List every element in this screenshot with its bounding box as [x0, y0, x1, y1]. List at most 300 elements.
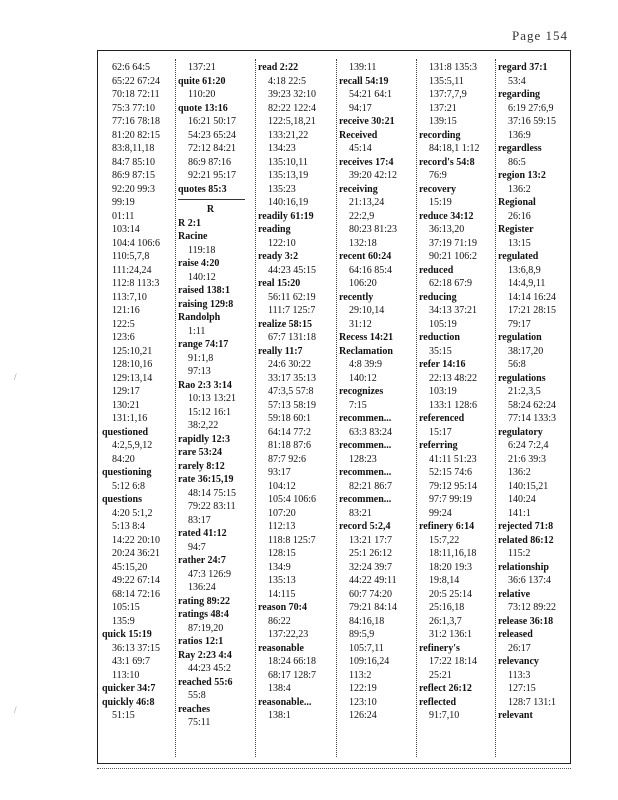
index-entry: Reclamation	[339, 345, 393, 357]
index-reference: 115:2	[508, 548, 531, 559]
index-reference: 47:3 126:9	[188, 568, 232, 580]
index-reference: 21:2,3,5	[508, 386, 541, 397]
index-reference: 84:20	[112, 453, 135, 465]
index-reference: 44:23 45:2	[188, 663, 232, 674]
index-reference: 51:15	[112, 710, 135, 721]
index-reference: 97:13	[188, 366, 211, 377]
index-reference: 137:21	[188, 62, 216, 73]
index-reference: 90:21 106:2	[429, 251, 478, 262]
column-divider	[495, 59, 496, 757]
column-divider	[175, 59, 176, 757]
index-reference: 126:24	[349, 710, 377, 721]
index-entry: relevant	[498, 710, 533, 721]
index-reference: 103:19	[429, 386, 457, 397]
index-reference: 133:1 128:6	[429, 399, 478, 411]
index-entry: rapidly 12:3	[178, 433, 230, 445]
index-entry: rated 41:12	[178, 528, 227, 539]
index-reference: 141:1	[508, 507, 531, 519]
index-reference: 59:18 60:1	[268, 413, 312, 424]
index-reference: 129:17	[112, 386, 140, 397]
index-reference: 01:11	[112, 210, 135, 222]
index-entry: questions	[102, 494, 143, 505]
index-reference: 10:13 13:21	[188, 393, 237, 404]
index-entry: regarding	[498, 89, 541, 100]
index-reference: 91:1,8	[188, 352, 214, 364]
margin-mark: /	[14, 372, 17, 382]
index-reference: 21:13,24	[349, 197, 385, 208]
index-reference: 86:22	[268, 615, 291, 627]
index-entry: related 86:12	[498, 534, 554, 546]
index-reference: 135:10,11	[268, 156, 308, 168]
index-reference: 82:21 86:7	[349, 480, 393, 492]
index-reference: 134:9	[268, 561, 291, 573]
index-reference: 138:1	[268, 710, 291, 721]
index-entry: receives 17:4	[339, 156, 394, 168]
index-entry: quick 15:19	[102, 629, 152, 640]
index-reference: 136:24	[188, 582, 216, 593]
index-reference: 138:4	[268, 683, 291, 694]
index-entry: reasonable	[258, 642, 304, 654]
index-entry: rarely 8:12	[178, 460, 225, 472]
index-entry: readily 61:19	[258, 210, 314, 222]
index-reference: 17:22 18:14	[429, 656, 478, 667]
index-entry: ratios 12:1	[178, 636, 224, 647]
index-entry: refinery's	[419, 642, 460, 654]
index-reference: 127:15	[508, 683, 536, 694]
index-reference: 105:7,11	[349, 642, 384, 654]
index-reference: 91:7,10	[429, 710, 460, 721]
index-entry: regulated	[498, 251, 539, 262]
index-reference: 53:4	[508, 75, 526, 87]
index-reference: 113:7,10	[112, 291, 147, 303]
index-reference: 111:24,24	[112, 264, 152, 276]
index-reference: 79:22 83:11	[188, 501, 236, 512]
index-reference: 20:5 25:14	[429, 588, 473, 600]
index-reference: 25:1 26:12	[349, 548, 393, 559]
index-entry: questioned	[102, 426, 149, 438]
index-reference: 67:7 131:18	[268, 332, 317, 343]
index-reference: 43:1 69:7	[112, 656, 151, 667]
index-entry: quotes 85:3	[178, 183, 227, 195]
index-entry: receiving	[339, 183, 378, 195]
index-reference: 38:2,22	[188, 420, 219, 431]
index-reference: 14:22 20:10	[112, 534, 161, 546]
index-reference: 41:11 51:23	[429, 453, 477, 465]
index-reference: 87:19,20	[188, 622, 224, 634]
index-entry: regulations	[498, 372, 546, 384]
index-reference: 37:19 71:19	[429, 237, 478, 249]
index-reference: 94:7	[188, 541, 206, 553]
index-entry: quite 61:20	[178, 75, 226, 87]
index-reference: 137:7,7,9	[429, 89, 467, 100]
index-entry: quicker 34:7	[102, 683, 156, 694]
index-entry: rate 36:15,19	[178, 474, 234, 485]
index-entry: really 11:7	[258, 345, 303, 357]
index-entry: raised 138:1	[178, 285, 230, 296]
index-reference: 49:22 67:14	[112, 575, 161, 586]
index-reference: 99:24	[429, 507, 452, 519]
index-reference: 133:21,22	[268, 129, 309, 141]
index-reference: 56:11 62:19	[268, 291, 316, 303]
index-entry: read 2:22	[258, 62, 299, 73]
index-reference: 75:11	[188, 717, 211, 728]
index-reference: 7:15	[349, 399, 367, 411]
index-reference: 135:23	[268, 183, 296, 195]
index-entry: regulation	[498, 332, 542, 343]
index-reference: 140:12	[349, 372, 377, 384]
index-reference: 84:16,18	[349, 615, 385, 627]
index-entry: Register	[498, 224, 534, 235]
index-reference: 84:18,1 1:12	[429, 143, 480, 154]
index-entry: Received	[339, 129, 378, 141]
index-entry: released	[498, 629, 533, 640]
index-reference: 83:21	[349, 507, 372, 519]
index-reference: 18:11,16,18	[429, 548, 477, 559]
index-reference: 97:7 99:19	[429, 494, 473, 505]
index-reference: 118:8 125:7	[268, 534, 316, 546]
index-reference: 37:16 59:15	[508, 116, 557, 127]
index-reference: 36:6 137:4	[508, 575, 552, 586]
index-reference: 135:13	[268, 575, 296, 586]
index-reference: 83:17	[188, 514, 211, 526]
index-entry: refer 14:16	[419, 359, 466, 370]
index-entry: regardless	[498, 143, 542, 154]
index-reference: 92:20 99:3	[112, 183, 156, 195]
index-reference: 109:16,24	[349, 656, 390, 667]
index-reference: 76:9	[429, 170, 447, 181]
index-entry: record's 54:8	[419, 156, 475, 168]
index-reference: 137:22,23	[268, 629, 309, 640]
index-reference: 129:13,14	[112, 372, 153, 384]
index-entry: raising 129:8	[178, 298, 234, 310]
index-reference: 22:2,9	[349, 210, 375, 222]
index-entry: recommen...	[339, 467, 392, 478]
index-entry: recommen...	[339, 494, 392, 505]
index-entry: quote 13:16	[178, 102, 228, 114]
index-reference: 38:17,20	[508, 345, 544, 357]
index-reference: 34:13 37:21	[429, 305, 478, 316]
index-reference: 13:6,8,9	[508, 264, 541, 276]
index-reference: 81:18 87:6	[268, 440, 312, 451]
index-reference: 21:6 39:3	[508, 453, 547, 465]
index-reference: 113:3	[508, 669, 531, 681]
index-entry: Rao 2:3 3:14	[178, 379, 232, 391]
column-divider	[336, 59, 337, 757]
index-reference: 62:18 67:9	[429, 278, 473, 289]
index-entry: recall 54:19	[339, 75, 389, 87]
column-divider	[255, 59, 256, 757]
index-reference: 121:16	[112, 305, 140, 316]
index-reference: 77:14 133:3	[508, 413, 557, 424]
index-entry: receive 30:21	[339, 116, 395, 127]
index-reference: 65:22 67:24	[112, 75, 161, 87]
index-reference: 45:14	[349, 143, 372, 154]
index-reference: 6:19 27:6,9	[508, 102, 554, 114]
index-reference: 79:12 95:14	[429, 480, 478, 492]
index-reference: 63:3 83:24	[349, 426, 393, 438]
index-reference: 15:12 16:1	[188, 406, 232, 418]
index-reference: 104:12	[268, 480, 296, 492]
index-entry: questioning	[102, 467, 152, 478]
index-reference: 24:6 30:22	[268, 359, 312, 370]
index-entry: Randolph	[178, 312, 221, 323]
index-column-3	[258, 61, 334, 763]
index-entry: reducing	[419, 291, 457, 303]
index-reference: 134:23	[268, 143, 296, 154]
index-column-6	[498, 61, 570, 763]
index-entry: rating 89:22	[178, 595, 230, 607]
index-reference: 35:15	[429, 345, 452, 357]
index-reference: 22:13 48:22	[429, 372, 478, 384]
index-reference: 123:10	[349, 696, 377, 708]
index-reference: 39:20 42:12	[349, 170, 398, 181]
index-reference: 73:12 89:22	[508, 602, 557, 613]
index-reference: 47:3,5 57:8	[268, 386, 314, 397]
index-entry: ready 3:2	[258, 251, 299, 262]
index-entry: quickly 46:8	[102, 696, 155, 708]
index-reference: 44:22 49:11	[349, 575, 397, 586]
index-entry: relevancy	[498, 656, 539, 667]
index-reference: 125:10,21	[112, 345, 153, 357]
index-reference: 135:13,19	[268, 170, 309, 181]
index-reference: 56:8	[508, 359, 526, 370]
index-reference: 68:17 128:7	[268, 669, 317, 681]
index-reference: 86:5	[508, 156, 526, 168]
index-entry: recent 60:24	[339, 251, 392, 262]
index-reference: 64:14 77:2	[268, 426, 312, 438]
index-reference: 136:2	[508, 183, 531, 195]
index-entry: reduction	[419, 332, 460, 343]
index-reference: 113:10	[112, 669, 140, 681]
index-reference: 94:17	[349, 102, 372, 114]
index-reference: 93:17	[268, 467, 291, 478]
index-reference: 87:7 92:6	[268, 453, 307, 465]
column-divider	[416, 59, 417, 757]
index-entry: referring	[419, 440, 458, 451]
index-reference: 136:2	[508, 467, 531, 478]
index-reference: 25:21	[429, 669, 452, 681]
index-reference: 89:5,9	[349, 629, 375, 640]
index-reference: 112:8 113:3	[112, 278, 160, 289]
index-reference: 103:14	[112, 224, 140, 235]
index-reference: 32:24 39:7	[349, 561, 393, 573]
index-entry: Regional	[498, 197, 536, 208]
index-reference: 29:10,14	[349, 305, 385, 316]
index-entry: rejected 71:8	[498, 521, 554, 532]
index-reference: 55:8	[188, 690, 206, 701]
index-reference: 140:16,19	[268, 197, 309, 208]
index-entry: Recess 14:21	[339, 332, 394, 343]
index-reference: 84:7 85:10	[112, 156, 156, 168]
index-reference: 135:9	[112, 615, 135, 627]
index-reference: 64:16 85:4	[349, 264, 393, 276]
index-reference: 20:24 36:21	[112, 548, 161, 559]
index-column-5	[419, 61, 494, 763]
index-reference: 130:21	[112, 399, 140, 411]
index-entry: reasonable...	[258, 696, 312, 708]
index-entry: regulatory	[498, 426, 543, 438]
index-entry: reduced	[419, 264, 454, 276]
index-entry: recommen...	[339, 440, 392, 451]
index-reference: 44:23 45:15	[268, 264, 317, 276]
index-reference: 72:12 84:21	[188, 143, 237, 154]
index-reference: 122:5	[112, 318, 135, 330]
index-reference: 82:22 122:4	[268, 102, 317, 114]
index-column-4	[339, 61, 415, 763]
index-entry: rare 53:24	[178, 447, 222, 458]
index-reference: 15:7,22	[429, 534, 460, 546]
index-entry: region 13:2	[498, 170, 546, 181]
index-reference: 31:12	[349, 318, 372, 330]
index-entry: recommen...	[339, 413, 392, 424]
index-entry: rather 24:7	[178, 555, 226, 566]
index-reference: 16:21 50:17	[188, 116, 237, 127]
index-reference: 4:20 5:1,2	[112, 507, 153, 519]
index-reference: 81:20 82:15	[112, 129, 161, 141]
index-reference: 107:20	[268, 507, 296, 519]
index-reference: 79:17	[508, 318, 531, 330]
index-entry: reduce 34:12	[419, 210, 474, 222]
index-reference: 14:14 16:24	[508, 291, 557, 303]
index-reference: 48:14 75:15	[188, 487, 237, 499]
index-reference: 86:9 87:16	[188, 156, 232, 168]
index-reference: 5:13 8:4	[112, 521, 146, 532]
index-reference: 45:15,20	[112, 561, 148, 573]
index-reference: 86:9 87:15	[112, 170, 156, 181]
index-reference: 83:8,11,18	[112, 143, 155, 154]
index-reference: 105:19	[429, 318, 457, 330]
bottom-dotted-rule	[97, 768, 571, 769]
index-reference: 4:18 22:5	[268, 75, 307, 87]
index-entry: record 5:2,4	[339, 521, 391, 532]
index-reference: 1:11	[188, 325, 206, 337]
index-reference: 112:13	[268, 521, 296, 532]
index-entry: recognizes	[339, 386, 384, 397]
index-reference: 122:19	[349, 683, 377, 694]
index-reference: 106:20	[349, 278, 377, 289]
index-entry: reaches	[178, 703, 211, 715]
index-reference: 140:12	[188, 271, 216, 283]
index-reference: 128:7 131:1	[508, 696, 557, 708]
index-entry: recently	[339, 291, 374, 303]
index-reference: 139:11	[349, 62, 377, 73]
index-reference: 131:1,16	[112, 413, 148, 424]
index-entry: referenced	[419, 413, 465, 424]
index-entry: reason 70:4	[258, 602, 307, 613]
index-reference: 110:5,7,8	[112, 251, 150, 262]
index-reference: 110:20	[188, 89, 216, 100]
index-reference: 36:13 37:15	[112, 642, 161, 654]
index-entry: reflected	[419, 696, 457, 708]
index-entry: reached 55:6	[178, 676, 233, 688]
index-reference: 140:15,21	[508, 480, 549, 492]
margin-mark: /	[14, 705, 17, 715]
index-entry: refinery 6:14	[419, 521, 475, 532]
index-entry: range 74:17	[178, 339, 229, 350]
index-reference: 26:1,3,7	[429, 615, 462, 627]
index-reference: 80:23 81:23	[349, 224, 398, 235]
index-reference: 18:20 19:3	[429, 561, 473, 573]
index-entry: ratings 48:4	[178, 609, 229, 620]
index-reference: 113:2	[349, 669, 372, 681]
index-entry: relative	[498, 588, 531, 600]
index-reference: 128:10,16	[112, 359, 153, 370]
index-entry: Ray 2:23 4:4	[178, 649, 232, 661]
index-reference: 13:15	[508, 237, 531, 249]
index-reference: 14:4,9,11	[508, 278, 546, 289]
index-entry: release 36:18	[498, 615, 554, 627]
index-reference: 5:12 6:8	[112, 480, 146, 492]
index-reference: 128:15	[268, 548, 296, 559]
index-reference: 139:15	[429, 116, 457, 127]
index-reference: 26:16	[508, 210, 531, 222]
index-reference: 39:23 32:10	[268, 89, 317, 100]
index-entry: reading	[258, 224, 291, 235]
index-entry: relationship	[498, 561, 549, 573]
index-reference: 137:21	[429, 102, 457, 114]
index-reference: 128:23	[349, 453, 377, 465]
index-entry: recording	[419, 129, 461, 141]
index-reference: 57:13 58:19	[268, 399, 317, 411]
index-reference: 104:4 106:6	[112, 237, 161, 249]
index-reference: 92:21 95:17	[188, 170, 237, 181]
index-reference: 131:8 135:3	[429, 62, 478, 73]
index-reference: 6:24 7:2,4	[508, 440, 549, 451]
index-column-1	[102, 61, 172, 763]
index-reference: 79:21 84:14	[349, 602, 398, 613]
index-reference: 54:23 65:24	[188, 129, 237, 141]
page-label: Page 154	[511, 28, 568, 43]
index-entry: realize 58:15	[258, 318, 312, 330]
index-reference: 14:115	[268, 588, 296, 600]
index-reference: 54:21 64:1	[349, 89, 393, 100]
index-reference: 77:16 78:18	[112, 116, 161, 127]
index-reference: 19:8,14	[429, 575, 460, 586]
index-entry: R 2:1	[178, 217, 202, 229]
index-reference: 13:21 17:7	[349, 534, 393, 546]
index-reference: 31:2 136:1	[429, 629, 473, 640]
index-reference: 99:19	[112, 197, 135, 208]
section-letter: R	[206, 204, 215, 215]
index-entry: recovery	[419, 183, 457, 195]
index-reference: 58:24 62:24	[508, 399, 557, 411]
index-reference: 70:18 72:11	[112, 89, 160, 100]
index-reference: 111:7 125:7	[268, 305, 316, 316]
index-reference: 18:24 66:18	[268, 656, 317, 667]
index-entry: raise 4:20	[178, 258, 220, 269]
index-reference: 119:18	[188, 244, 216, 256]
index-reference: 140:24	[508, 494, 536, 505]
index-reference: 122:10	[268, 237, 296, 249]
index-reference: 25:16,18	[429, 602, 465, 613]
index-reference: 17:21 28:15	[508, 305, 557, 316]
section-rule	[178, 199, 245, 200]
index-reference: 122:5,18,21	[268, 116, 316, 127]
index-reference: 62:6 64:5	[112, 62, 151, 73]
index-reference: 15:17	[429, 426, 452, 438]
index-reference: 36:13,20	[429, 224, 465, 235]
index-reference: 26:17	[508, 642, 531, 654]
index-frame	[97, 50, 571, 764]
index-entry: Racine	[178, 231, 208, 242]
index-reference: 75:3 77:10	[112, 102, 156, 114]
index-entry: real 15:20	[258, 278, 301, 289]
index-reference: 33:17 35:13	[268, 372, 317, 384]
index-reference: 68:14 72:16	[112, 588, 161, 600]
index-reference: 15:19	[429, 197, 452, 208]
index-reference: 135:5,11	[429, 75, 464, 87]
index-reference: 4:2,5,9,12	[112, 440, 153, 451]
